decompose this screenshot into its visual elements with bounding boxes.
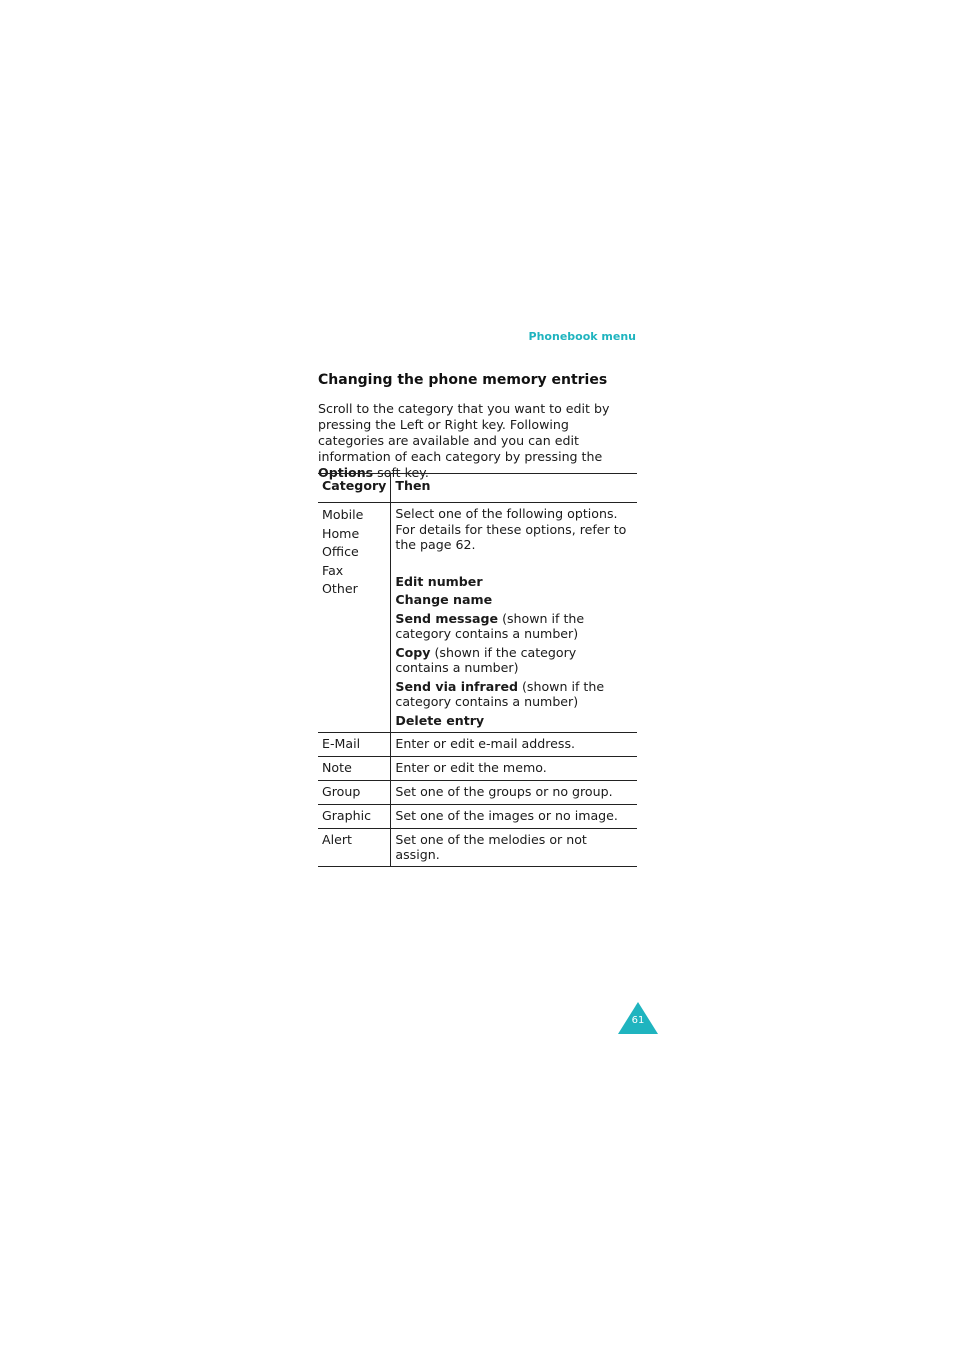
page-title: Changing the phone memory entries <box>318 372 608 388</box>
option-note: (shown if the category contains a number) <box>395 644 577 675</box>
option-name: Send message <box>395 610 499 626</box>
intro-text: Scroll to the category that you want to edit by pressing the Left or Right key. Following categories are available and you can edit information of each category by pressing the <box>318 401 610 464</box>
option-name: Copy <box>395 644 431 660</box>
category-other: Other <box>322 581 358 596</box>
then-cell: Enter or edit the memo. <box>395 760 547 775</box>
option-note: (shown if the category contains a number) <box>395 678 605 709</box>
option-note: (shown if the category contains a number) <box>395 610 585 641</box>
table-row <box>318 503 637 733</box>
option-item <box>395 611 633 642</box>
table-row <box>318 805 637 829</box>
options-keyword: Options <box>318 465 374 480</box>
category-cell: Note <box>318 757 391 781</box>
header-category: Category <box>318 474 391 503</box>
page-number-badge <box>618 1002 658 1034</box>
option-item <box>395 713 633 729</box>
category-cell: Graphic <box>318 805 391 829</box>
option-item <box>395 645 633 676</box>
options-cell <box>391 503 637 733</box>
category-cell: Alert <box>318 829 391 867</box>
header-then: Then <box>395 478 431 493</box>
table-row <box>318 757 637 781</box>
table-header-row <box>318 474 637 503</box>
option-name: Edit number <box>395 573 483 589</box>
category-mobile: Mobile <box>322 507 364 522</box>
options-description: Select one of the following options. For details for these options, refer to the page 62. <box>395 506 627 552</box>
table-row <box>318 781 637 805</box>
category-cell: E-Mail <box>318 733 391 757</box>
category-home: Home <box>322 525 360 541</box>
category-table <box>318 473 637 867</box>
category-list <box>318 503 391 733</box>
then-cell: Set one of the images or no image. <box>395 808 618 823</box>
option-item <box>395 574 633 590</box>
table-row <box>318 829 637 867</box>
option-name: Change name <box>395 592 493 607</box>
then-cell: Enter or edit e-mail address. <box>395 736 576 751</box>
option-item <box>395 592 633 608</box>
then-cell: Set one of the melodies or not assign. <box>395 832 587 862</box>
then-cell: Set one of the groups or no group. <box>395 784 613 799</box>
table-row <box>318 733 637 757</box>
option-name: Send via infrared <box>395 678 519 694</box>
section-header: Phonebook menu <box>528 330 636 343</box>
category-office: Office <box>322 544 359 559</box>
intro-paragraph <box>318 401 638 481</box>
page-number: 61 <box>631 1015 645 1026</box>
intro-text-end: soft key. <box>373 465 429 480</box>
option-item <box>395 679 633 710</box>
category-fax: Fax <box>322 562 344 578</box>
option-name: Delete entry <box>395 712 485 728</box>
category-cell: Group <box>318 781 391 805</box>
